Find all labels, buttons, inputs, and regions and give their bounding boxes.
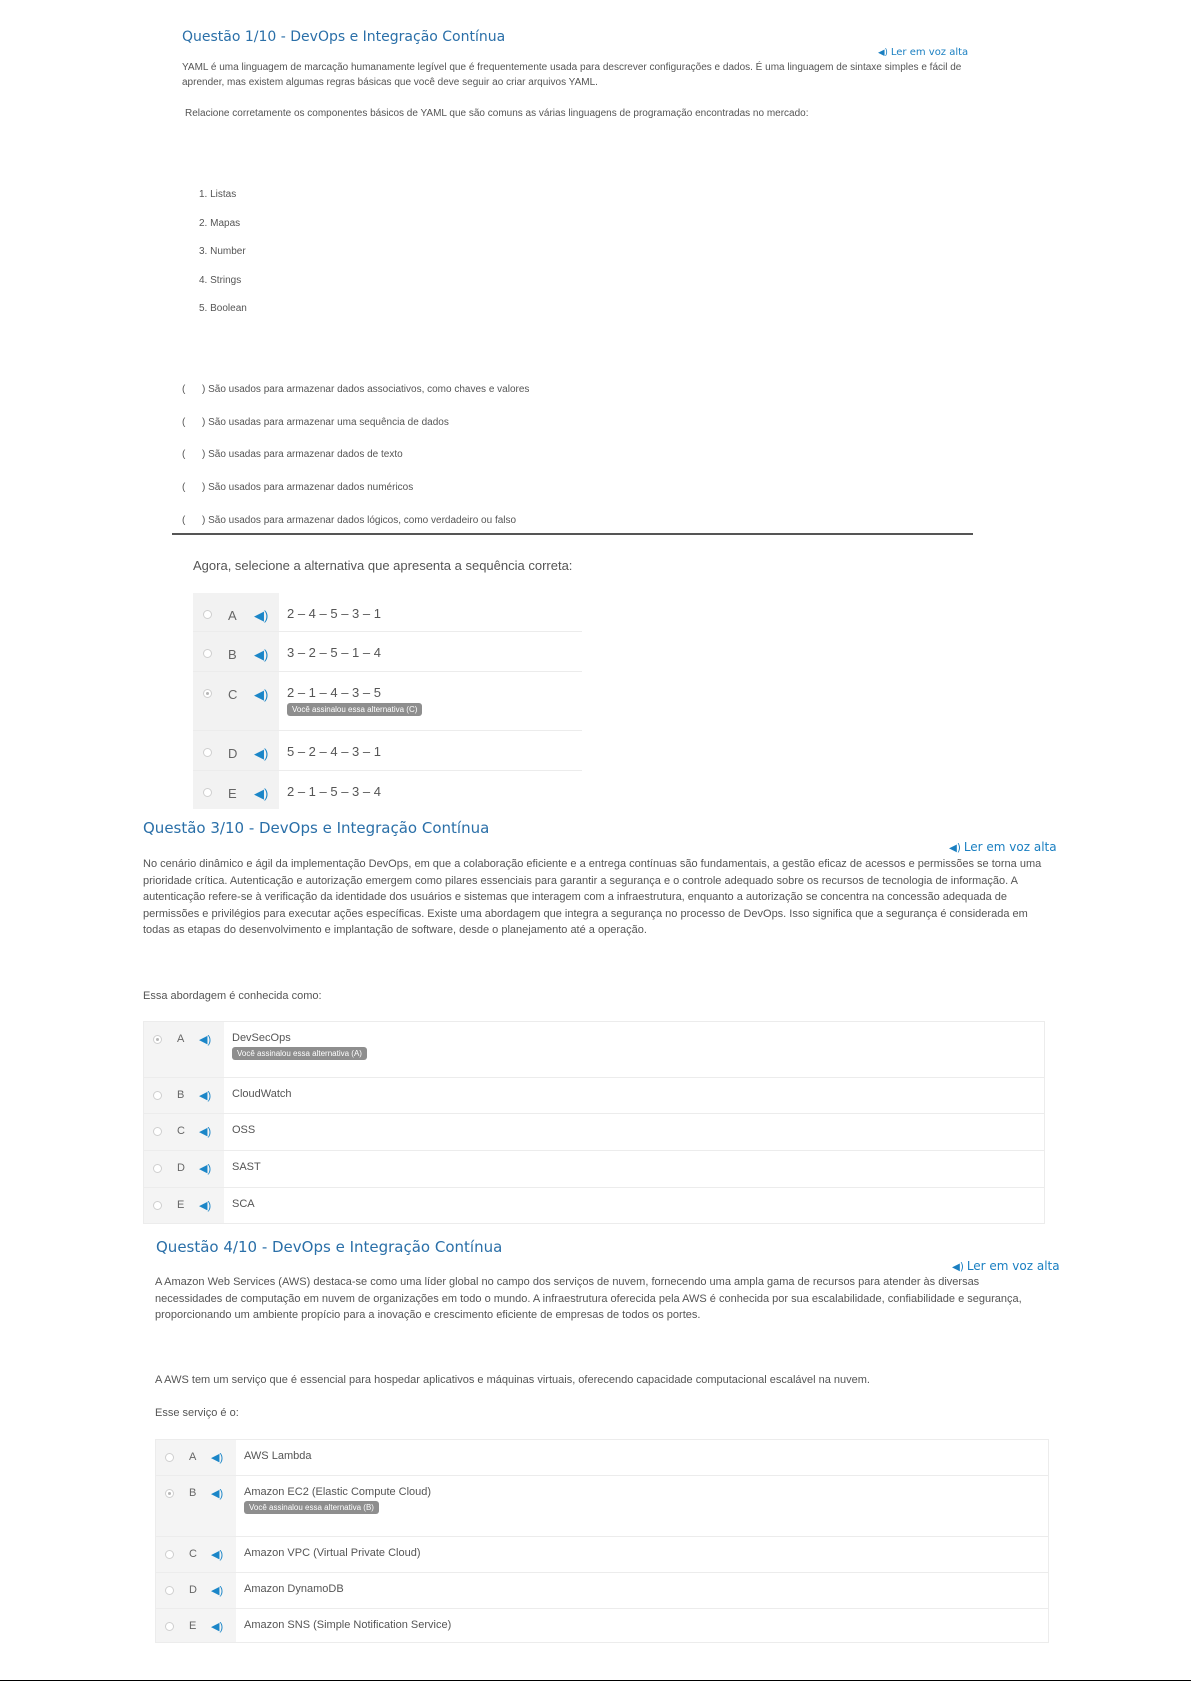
option-letter: E (228, 786, 237, 801)
description-text: ) São usadas para armazenar dados de texto (202, 449, 403, 461)
option-controls (156, 1573, 236, 1608)
option-letter: E (177, 1199, 185, 1211)
option-text: SCA (232, 1198, 255, 1210)
option-letter: E (189, 1620, 197, 1632)
blank-paren: ( (182, 384, 186, 395)
question-title: Questão 1/10 - DevOps e Integração Contínua (182, 29, 506, 45)
option-letter: D (177, 1162, 185, 1174)
description-text: ) São usadas para armazenar uma sequência de dados (202, 416, 449, 428)
blank-paren: ( (182, 449, 186, 461)
radio-button[interactable] (165, 1550, 174, 1559)
option-letter: A (228, 608, 237, 623)
option-letter: C (189, 1548, 197, 1560)
option-text: Amazon EC2 (Elastic Compute Cloud) (244, 1486, 432, 1498)
option-text: Amazon SNS (Simple Notification Service) (244, 1619, 452, 1631)
selected-badge: Você assinalou essa alternativa (C) (287, 703, 422, 716)
speaker-icon[interactable]: ◀) (211, 1452, 224, 1464)
option-text: 3 – 2 – 5 – 1 – 4 (287, 645, 381, 660)
read-aloud-label: Ler em voz alta (963, 840, 1057, 854)
selected-badge: Você assinalou essa alternativa (B) (244, 1501, 379, 1514)
question-prompt: Essa abordagem é conhecida como: (143, 990, 322, 1002)
option-text: 5 – 2 – 4 – 3 – 1 (287, 744, 381, 759)
description-text: ) São usados para armazenar dados numéricos (202, 482, 414, 494)
question-intro: No cenário dinâmico e ágil da implementação DevOps, em que a colaboração eficiente e a entrega contínuas são fundamentais, a gestão eficaz de acessos e permissões se torna uma prioridade crítica. Autenticação e autorização emergem como pilares essenciais para garantir a segurança e o controle adequado sobre os recursos de tecnologia de informação. A autenticação refere-se à verificação da identidade dos usuários e sistemas que interagem com a infraestrutura, enquanto a autorização se concentra na concessão adequada de permissões e privilégios para executar ações específicas. Existe uma abordagem que integra a segurança no processo de DevOps. Isso significa que a segurança é considerada em todas as etapas do desenvolvimento e implantação de software, desde o planejamento até a operação. (143, 858, 1042, 936)
description-text: ) São usados para armazenar dados lógicos, como verdadeiro ou falso (202, 514, 517, 526)
question-prompt: Esse serviço é o: (155, 1407, 239, 1419)
option-letter: B (177, 1089, 185, 1101)
answer-option[interactable] (156, 1609, 1048, 1643)
speaker-icon[interactable]: ◀) (254, 608, 269, 623)
question-title: Questão 4/10 - DevOps e Integração Contínua (156, 1238, 503, 1256)
option-text: AWS Lambda (244, 1450, 312, 1462)
speaker-icon[interactable]: ◀) (254, 647, 269, 662)
option-text: Amazon VPC (Virtual Private Cloud) (244, 1547, 421, 1559)
speaker-icon[interactable]: ◀) (199, 1090, 212, 1102)
option-text: OSS (232, 1124, 256, 1136)
radio-button[interactable] (165, 1622, 174, 1631)
speaker-icon[interactable]: ◀) (211, 1621, 224, 1633)
answer-option[interactable] (156, 1573, 1048, 1609)
question-title: Questão 3/10 - DevOps e Integração Contínua (143, 819, 490, 837)
question-intro: A Amazon Web Services (AWS) destaca-se como uma líder global no campo dos serviços de nuvem, fornecendo uma ampla gama de recursos para atender às diversas necessidades de computação em nuvem de organizações em todo o mundo. A infraestrutura oferecida pela AWS é conhecida por sua escalabilidade, confiabilidade e segurança, proporcionando um ambiente propício para a inovação e crescimento eficiente de empresas de todos os portes. (155, 1276, 1022, 1321)
speaker-icon[interactable]: ◀) (254, 786, 269, 801)
option-controls (156, 1440, 236, 1475)
radio-button[interactable] (165, 1489, 174, 1498)
blank-paren: ( (182, 416, 186, 428)
speaker-icon[interactable]: ◀) (199, 1163, 212, 1175)
option-content (236, 1537, 420, 1572)
option-text: SAST (232, 1161, 261, 1173)
answer-options (155, 1439, 1049, 1643)
option-content (236, 1573, 344, 1608)
read-aloud-label: Ler em voz alta (966, 1259, 1060, 1273)
list-item: 1. Listas (199, 189, 237, 200)
option-letter: B (189, 1487, 197, 1499)
option-content (236, 1476, 431, 1536)
radio-button[interactable] (165, 1586, 174, 1595)
list-item: 5. Boolean (199, 303, 247, 315)
option-controls (156, 1609, 236, 1642)
option-text: DevSecOps (232, 1032, 291, 1044)
option-letter: A (177, 1033, 185, 1045)
answer-option[interactable] (156, 1537, 1048, 1573)
speaker-icon[interactable]: ◀) (211, 1549, 224, 1561)
option-text: CloudWatch (232, 1088, 292, 1100)
list-item: 4. Strings (199, 274, 242, 286)
speaker-icon[interactable]: ◀) (199, 1126, 212, 1138)
speaker-icon: ◀) (952, 1262, 964, 1273)
answer-option[interactable] (156, 1440, 1048, 1476)
option-controls (156, 1537, 236, 1572)
option-text: Amazon DynamoDB (244, 1583, 344, 1595)
radio-button[interactable] (165, 1453, 174, 1462)
option-letter: D (189, 1584, 197, 1596)
option-letter: C (177, 1125, 185, 1137)
speaker-icon[interactable]: ◀) (211, 1585, 224, 1597)
option-letter: C (228, 687, 238, 702)
blank-paren: ( (182, 514, 186, 526)
option-text: 2 – 4 – 5 – 3 – 1 (287, 606, 381, 621)
speaker-icon[interactable]: ◀) (199, 1034, 212, 1046)
option-letter: B (228, 647, 237, 662)
option-text: 2 – 1 – 5 – 3 – 4 (287, 784, 381, 799)
read-aloud-link[interactable] (952, 1259, 1060, 1273)
page-bottom-border (0, 1680, 1191, 1681)
speaker-icon[interactable]: ◀) (199, 1200, 212, 1212)
speaker-icon[interactable]: ◀) (254, 746, 269, 761)
option-controls (156, 1476, 236, 1536)
question-context: A AWS tem um serviço que é essencial para hospedar aplicativos e máquinas virtuais, oferecendo capacidade computacional escalável na nuvem. (155, 1374, 870, 1386)
answer-option[interactable] (156, 1476, 1048, 1537)
read-aloud-label: Ler em voz alta (890, 47, 969, 58)
list-item: 2. Mapas (199, 217, 241, 229)
description-text: ) São usados para armazenar dados associativos, como chaves e valores (202, 384, 530, 395)
blank-paren: ( (182, 482, 186, 494)
question-instruction: Relacione corretamente os componentes básicos de YAML que são comuns as várias linguagens de programação encontradas no mercado: (185, 108, 809, 119)
option-letter: A (189, 1451, 197, 1463)
option-content (236, 1609, 451, 1642)
speaker-icon[interactable]: ◀) (254, 687, 269, 702)
speaker-icon[interactable]: ◀) (211, 1488, 224, 1500)
option-content (236, 1440, 311, 1475)
list-item: 3. Number (199, 246, 246, 258)
speaker-icon: ◀) (878, 48, 888, 58)
option-letter: D (228, 746, 238, 761)
selected-badge: Você assinalou essa alternativa (A) (232, 1047, 367, 1060)
question-prompt: Agora, selecione a alternativa que apresenta a sequência correta: (193, 558, 573, 573)
question-intro: YAML é uma linguagem de marcação humanamente legível que é frequentemente usada para descrever configurações e dados. É uma linguagem de sintaxe simples e fácil de aprender, mas existem algumas regras básicas que você deve seguir ao criar arquivos YAML. (182, 62, 962, 88)
speaker-icon: ◀) (949, 843, 961, 854)
option-text: 2 – 1 – 4 – 3 – 5 (287, 685, 381, 700)
